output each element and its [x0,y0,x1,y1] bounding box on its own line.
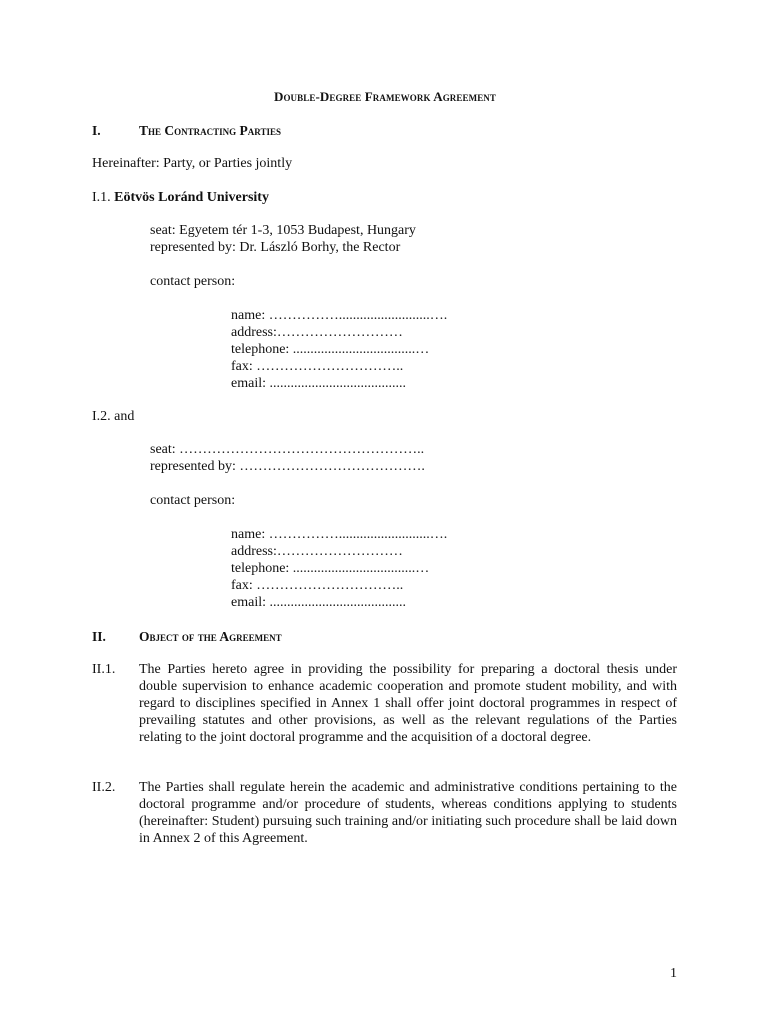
hereinafter-line: Hereinafter: Party, or Parties jointly [92,156,293,171]
party-1-represented-by: represented by: Dr. László Borhy, the Rector [150,240,401,255]
page-number: 1 [670,966,677,981]
clause-text: The Parties shall regulate herein the academic and administrative conditions pertaining to the doctoral programme and/or procedure of students, whereas conditions applying to students (hereinafter: Student) pursuing such training and/or initiating such procedure shall be laid down in Annex 2 of this Agreement. [139,780,677,846]
party-1-contact-address: address:……………………… [231,325,403,340]
party-1-seat: seat: Egyetem tér 1-3, 1053 Budapest, Hungary [150,223,416,238]
party-2-contact-label: contact person: [150,493,236,508]
party-1-contact-telephone: telephone: ...................................… [231,342,430,357]
clause-text: The Parties hereto agree in providing the possibility for preparing a doctoral thesis under double supervision to enhance academic cooperation and promote student mobility, and with regard to disciplines specified in Annex 1 shall offer joint doctoral programmes in respect of prevailing statutes and other provisions, as well as the relevant regulations of the Parties relating to the joint doctoral programme and the acquisition of a doctoral degree. [139,662,677,745]
party-2-contact-telephone: telephone: ...................................… [231,561,430,576]
party-2-contact-email: email: ....................................... [231,595,406,610]
party-2-contact-fax: fax: ………………………….. [231,578,404,593]
party-1-contact-email: email: ....................................... [231,376,406,391]
section-heading: Object of the Agreement [139,629,282,644]
party-1-name: Eötvös Loránd University [114,190,269,205]
party-2-heading: I.2. and [92,409,135,424]
party-1-contact-fax: fax: ………………………….. [231,359,404,374]
clause-number: II.1. [92,662,116,677]
clause-number: II.2. [92,780,116,795]
party-2-represented-by: represented by: …………………………………. [150,459,425,474]
document-title: Double-Degree Framework Agreement [273,89,497,104]
party-2-contact-address: address:……………………… [231,544,403,559]
section-number: II. [92,629,106,644]
party-2-contact-name: name: ……………..........................…. [231,527,448,542]
party-1-heading: I.1. Eötvös Loránd University [92,190,269,205]
section-number: I. [92,123,101,138]
section-heading: The Contracting Parties [139,123,281,138]
party-1-contact-name: name: ……………..........................…. [231,308,448,323]
party-1-contact-label: contact person: [150,274,236,289]
party-2-seat: seat: …………………………………………….. [150,442,425,457]
